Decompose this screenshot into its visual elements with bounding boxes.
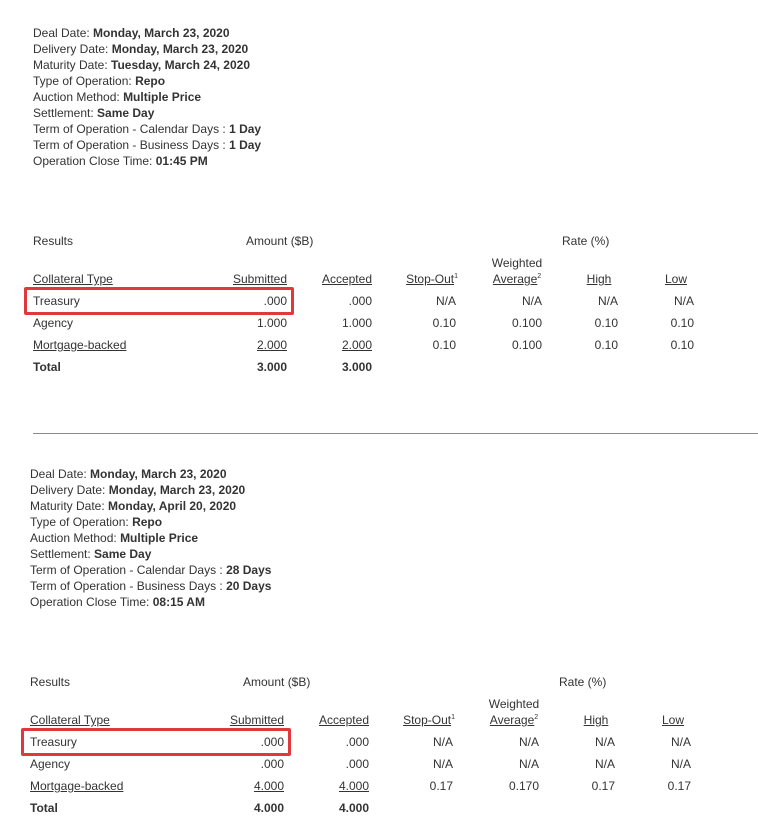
col-weighted-average-link[interactable]: Average <box>489 713 535 727</box>
high-cell: N/A <box>597 294 618 308</box>
low-cell: N/A <box>673 294 694 308</box>
weighted-average-cell: 0.100 <box>511 316 542 330</box>
term-calendar-days: Term of Operation - Calendar Days : 1 Day <box>33 122 262 136</box>
low-cell: N/A <box>670 735 691 749</box>
col-stopout <box>373 713 455 727</box>
auction-method: Auction Method: Multiple Price <box>30 531 199 545</box>
term-business-days: Term of Operation - Business Days : 1 Day <box>33 138 262 152</box>
operation-type: Type of Operation: Repo <box>30 515 163 529</box>
submitted-cell: .000 <box>260 757 284 771</box>
maturity-date: Maturity Date: Monday, April 20, 2020 <box>30 499 237 513</box>
close-time: Operation Close Time: 08:15 AM <box>30 595 205 609</box>
col-weighted-top: Weighted <box>491 256 543 270</box>
results-label: Results <box>33 234 74 248</box>
col-low-link[interactable]: Low <box>661 713 684 727</box>
high-cell: 0.10 <box>594 316 618 330</box>
delivery-date: Delivery Date: Monday, March 23, 2020 <box>30 483 246 497</box>
collateral-type-cell: Treasury <box>33 294 80 308</box>
low-cell: 0.17 <box>667 779 691 793</box>
col-stopout <box>376 272 458 286</box>
footnote-1-marker: 1 <box>454 273 458 280</box>
mortgage-backed-link[interactable]: Mortgage-backed <box>33 338 127 352</box>
settlement: Settlement: Same Day <box>30 547 152 561</box>
treasury-row-highlight <box>21 728 291 756</box>
stopout-cell: 0.10 <box>432 316 456 330</box>
weighted-average-cell: 0.170 <box>508 779 539 793</box>
high-cell: N/A <box>594 757 615 771</box>
col-weighted-top: Weighted <box>488 697 540 711</box>
stopout-cell: N/A <box>432 735 453 749</box>
col-high-link[interactable]: High <box>586 272 612 286</box>
operation-2-details <box>30 466 271 610</box>
submitted-cell-link[interactable]: 4.000 <box>253 779 284 793</box>
submitted-cell: .000 <box>263 294 287 308</box>
accepted-cell-link[interactable]: 2.000 <box>341 338 372 352</box>
col-stopout-link[interactable]: Stop-Out <box>406 272 455 286</box>
results-label: Results <box>30 675 71 689</box>
operation-type: Type of Operation: Repo <box>33 74 166 88</box>
col-accepted-link[interactable]: Accepted <box>318 713 369 727</box>
total-label: Total <box>30 801 58 815</box>
rate-label: Rate (%) <box>562 234 610 248</box>
col-weighted <box>477 272 557 286</box>
amount-label: Amount ($B) <box>246 234 314 248</box>
accepted-cell: .000 <box>348 294 372 308</box>
weighted-average-cell: N/A <box>518 757 539 771</box>
total-accepted: 4.000 <box>338 801 369 815</box>
rate-label: Rate (%) <box>559 675 607 689</box>
low-cell: N/A <box>670 757 691 771</box>
mortgage-backed-link[interactable]: Mortgage-backed <box>30 779 124 793</box>
col-weighted <box>474 713 554 727</box>
low-cell: 0.10 <box>670 316 694 330</box>
close-time: Operation Close Time: 01:45 PM <box>33 154 208 168</box>
total-submitted: 3.000 <box>256 360 287 374</box>
col-collateral-type-link[interactable]: Collateral Type <box>33 272 113 286</box>
stopout-cell: 0.10 <box>432 338 456 352</box>
accepted-cell-link[interactable]: 4.000 <box>338 779 369 793</box>
collateral-type-cell: Agency <box>30 757 71 771</box>
footnote-2-marker: 2 <box>537 273 542 280</box>
deal-date: Deal Date: Monday, March 23, 2020 <box>33 26 230 40</box>
stopout-cell: N/A <box>435 294 456 308</box>
operation-1-details <box>33 25 261 169</box>
total-submitted: 4.000 <box>253 801 284 815</box>
footnote-2-marker: 2 <box>534 714 539 721</box>
weighted-average-cell: 0.100 <box>511 338 542 352</box>
col-collateral-type-link[interactable]: Collateral Type <box>30 713 110 727</box>
col-stopout-link[interactable]: Stop-Out <box>403 713 452 727</box>
weighted-average-cell: N/A <box>521 294 542 308</box>
total-accepted: 3.000 <box>341 360 372 374</box>
total-label: Total <box>33 360 61 374</box>
accepted-cell: 1.000 <box>341 316 372 330</box>
settlement: Settlement: Same Day <box>33 106 155 120</box>
section-divider <box>33 433 758 434</box>
high-cell: 0.10 <box>594 338 618 352</box>
weighted-average-cell: N/A <box>518 735 539 749</box>
low-cell: 0.10 <box>670 338 694 352</box>
col-submitted-link[interactable]: Submitted <box>232 272 287 286</box>
submitted-cell: 1.000 <box>256 316 287 330</box>
auction-method: Auction Method: Multiple Price <box>33 90 202 104</box>
footnote-1-marker: 1 <box>451 714 455 721</box>
high-cell: 0.17 <box>591 779 615 793</box>
submitted-cell: .000 <box>260 735 284 749</box>
term-calendar-days: Term of Operation - Calendar Days : 28 Days <box>30 563 272 577</box>
accepted-cell: .000 <box>345 735 369 749</box>
deal-date: Deal Date: Monday, March 23, 2020 <box>30 467 227 481</box>
delivery-date: Delivery Date: Monday, March 23, 2020 <box>33 42 249 56</box>
treasury-row-highlight <box>24 287 294 315</box>
submitted-cell-link[interactable]: 2.000 <box>256 338 287 352</box>
high-cell: N/A <box>594 735 615 749</box>
collateral-type-cell: Treasury <box>30 735 77 749</box>
col-low-link[interactable]: Low <box>664 272 687 286</box>
amount-label: Amount ($B) <box>243 675 311 689</box>
maturity-date: Maturity Date: Tuesday, March 24, 2020 <box>33 58 250 72</box>
collateral-type-cell: Agency <box>33 316 74 330</box>
stopout-cell: N/A <box>432 757 453 771</box>
accepted-cell: .000 <box>345 757 369 771</box>
stopout-cell: 0.17 <box>429 779 453 793</box>
term-business-days: Term of Operation - Business Days : 20 Days <box>30 579 272 593</box>
col-accepted-link[interactable]: Accepted <box>321 272 372 286</box>
col-submitted-link[interactable]: Submitted <box>229 713 284 727</box>
col-weighted-average-link[interactable]: Average <box>492 272 538 286</box>
col-high-link[interactable]: High <box>583 713 609 727</box>
